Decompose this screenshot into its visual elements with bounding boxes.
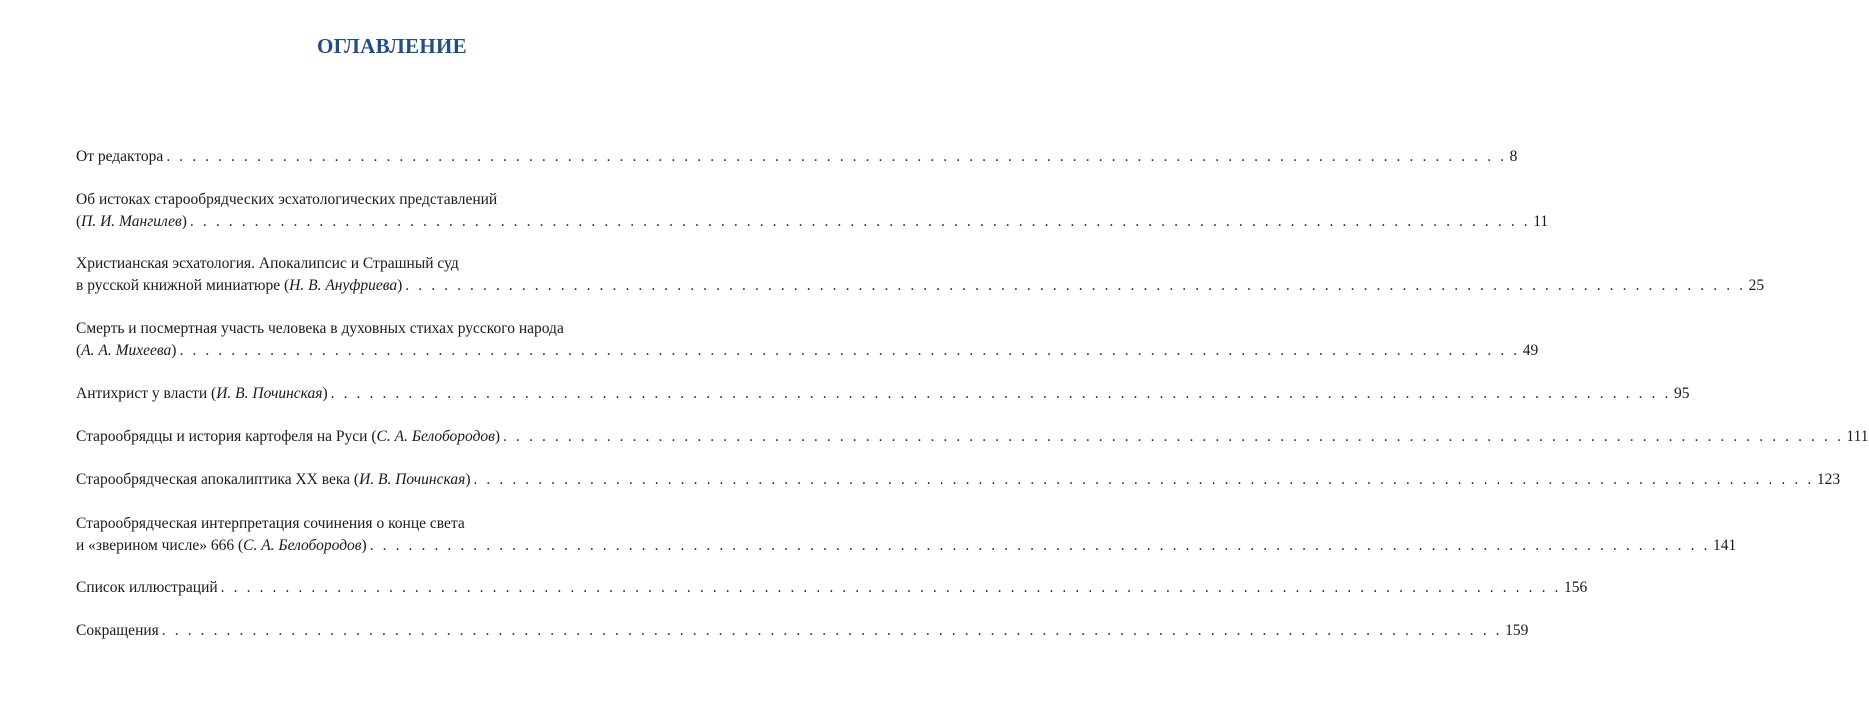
page-number: 25 — [1748, 277, 1765, 294]
toc-entry-author: А. А. Михеева — [81, 342, 172, 359]
dot-leader: . . . . . . . . . . . . . . . . . . . . . . . . . . . . . . . . . . . . . . . . . . . . . . . . . . . . . . . . . . . . . . . . . . . . . . . . . . . . . . . . . . . . . . . . . . . . . . . . . . . . . . . . — [220, 579, 1561, 596]
dot-leader: . . . . . . . . . . . . . . . . . . . . . . . . . . . . . . . . . . . . . . . . . . . . . . . . . . . . . . . . . . . . . . . . . . . . . . . . . . . . . . . . . . . . . . . . . . . . . . . . . . . . . . . . — [369, 537, 1711, 554]
toc-entry-line: (П. И. Мангилев) . . . . . . . . . . . . . . . . . . . . . . . . . . . . . . . . . . . . . . . . . . . . . . . . . . . . . . . . . . . . . . . . . . . . . . . . . . . . . . . . . . . . . . . . . . . . . . . . . . . . . . . . 11 — [76, 213, 1549, 230]
toc-entry-author: Н. В. Ануфриева — [289, 277, 398, 294]
dot-leader: . . . . . . . . . . . . . . . . . . . . . . . . . . . . . . . . . . . . . . . . . . . . . . . . . . . . . . . . . . . . . . . . . . . . . . . . . . . . . . . . . . . . . . . . . . . . . . . . . . . . . . . . — [330, 385, 1671, 402]
page-number: 141 — [1713, 537, 1737, 554]
toc-entry-line: Старообрядцы и история картофеля на Руси (С. А. Белобородов) . . . . . . . . . . . . . . . . . . . . . . . . . . . . . . . . . . . . . . . . . . . . . . . . . . . . . . . . . . . . . . . . . . . . . . . . . . . . . . . . . . . . . . . . . . . . . . . . . . . . . . . . 111 — [76, 428, 1869, 445]
toc-entry — [76, 188, 1549, 232]
toc-entry-title: От редактора — [76, 148, 164, 165]
toc-entry-line: Старообрядческая апокалиптика XX века (И. В. Починская) . . . . . . . . . . . . . . . . . . . . . . . . . . . . . . . . . . . . . . . . . . . . . . . . . . . . . . . . . . . . . . . . . . . . . . . . . . . . . . . . . . . . . . . . . . . . . . . . . . . . . . . . 123 — [76, 471, 1841, 488]
page-number: 111 — [1846, 428, 1869, 445]
toc-entry-line: (А. А. Михеева) . . . . . . . . . . . . . . . . . . . . . . . . . . . . . . . . . . . . . . . . . . . . . . . . . . . . . . . . . . . . . . . . . . . . . . . . . . . . . . . . . . . . . . . . . . . . . . . . . . . . . . . . 49 — [76, 342, 1539, 359]
page-number: 159 — [1505, 622, 1529, 639]
toc-entry — [76, 383, 1690, 404]
toc-entry-author: С. А. Белобородов — [243, 537, 362, 554]
page-number: 11 — [1533, 213, 1549, 230]
dot-leader: . . . . . . . . . . . . . . . . . . . . . . . . . . . . . . . . . . . . . . . . . . . . . . . . . . . . . . . . . . . . . . . . . . . . . . . . . . . . . . . . . . . . . . . . . . . . . . . . . . . . . . . . — [473, 471, 1814, 488]
toc-entry — [76, 512, 1737, 556]
toc-entry-title-line: Христианская эсхатология. Апокалипсис и Страшный суд — [76, 255, 459, 272]
toc-entry-line — [76, 146, 1518, 167]
toc-entry-line — [76, 620, 1529, 641]
dot-leader: . . . . . . . . . . . . . . . . . . . . . . . . . . . . . . . . . . . . . . . . . . . . . . . . . . . . . . . . . . . . . . . . . . . . . . . . . . . . . . . . . . . . . . . . . . . . . . . . . . . . . . . . — [179, 342, 1520, 359]
toc-entry-author: И. В. Починская — [359, 471, 466, 488]
dot-leader: . . . . . . . . . . . . . . . . . . . . . . . . . . . . . . . . . . . . . . . . . . . . . . . . . . . . . . . . . . . . . . . . . . . . . . . . . . . . . . . . . . . . . . . . . . . . . . . . . . . . . . . . — [166, 148, 1507, 165]
page-number: 156 — [1564, 579, 1588, 596]
toc-entry — [76, 426, 1869, 447]
page-title: ОГЛАВЛЕНИЕ — [317, 34, 467, 58]
toc-entry — [76, 317, 1539, 361]
toc-entry-title-line: Об истоках старообрядческих эсхатологических представлений — [76, 191, 498, 208]
toc-entry-author: С. А. Белобородов — [376, 428, 495, 445]
toc-entry — [76, 252, 1765, 296]
toc-entry-author: И. В. Починская — [216, 385, 323, 402]
toc-entry-line — [76, 577, 1588, 598]
page-number: 49 — [1522, 342, 1539, 359]
toc-entry-title-line: Смерть и посмертная участь человека в духовных стихах русского народа — [76, 320, 564, 337]
toc-entry-title: Сокращения — [76, 622, 159, 639]
dot-leader: . . . . . . . . . . . . . . . . . . . . . . . . . . . . . . . . . . . . . . . . . . . . . . . . . . . . . . . . . . . . . . . . . . . . . . . . . . . . . . . . . . . . . . . . . . . . . . . . . . . . . . . . — [189, 213, 1531, 230]
toc-entry — [76, 469, 1841, 490]
page-number: 123 — [1816, 471, 1841, 488]
dot-leader: . . . . . . . . . . . . . . . . . . . . . . . . . . . . . . . . . . . . . . . . . . . . . . . . . . . . . . . . . . . . . . . . . . . . . . . . . . . . . . . . . . . . . . . . . . . . . . . . . . . . . . . . — [161, 622, 1503, 639]
toc-entry — [76, 620, 1529, 641]
dot-leader: . . . . . . . . . . . . . . . . . . . . . . . . . . . . . . . . . . . . . . . . . . . . . . . . . . . . . . . . . . . . . . . . . . . . . . . . . . . . . . . . . . . . . . . . . . . . . . . . . . . . . . . . — [503, 428, 1844, 445]
toc-entry-line: в русской книжной миниатюре (Н. В. Ануфриева) . . . . . . . . . . . . . . . . . . . . . . . . . . . . . . . . . . . . . . . . . . . . . . . . . . . . . . . . . . . . . . . . . . . . . . . . . . . . . . . . . . . . . . . . . . . . . . . . . . . . . . . . 25 — [76, 277, 1765, 294]
toc-entry-author: П. И. Мангилев — [81, 213, 182, 230]
toc-entry-line: и «зверином числе» 666 (С. А. Белобородов) . . . . . . . . . . . . . . . . . . . . . . . . . . . . . . . . . . . . . . . . . . . . . . . . . . . . . . . . . . . . . . . . . . . . . . . . . . . . . . . . . . . . . . . . . . . . . . . . . . . . . . . . 141 — [76, 537, 1737, 554]
dot-leader: . . . . . . . . . . . . . . . . . . . . . . . . . . . . . . . . . . . . . . . . . . . . . . . . . . . . . . . . . . . . . . . . . . . . . . . . . . . . . . . . . . . . . . . . . . . . . . . . . . . . . . . . — [405, 277, 1746, 294]
page-number: 8 — [1509, 148, 1518, 165]
toc-entry-line: Антихрист у власти (И. В. Починская) . . . . . . . . . . . . . . . . . . . . . . . . . . . . . . . . . . . . . . . . . . . . . . . . . . . . . . . . . . . . . . . . . . . . . . . . . . . . . . . . . . . . . . . . . . . . . . . . . . . . . . . . 95 — [76, 385, 1690, 402]
toc-entry — [76, 146, 1518, 167]
toc-entry-title-line: Старообрядческая интерпретация сочинения о конце света — [76, 515, 465, 532]
toc-entry-title: Список иллюстраций — [76, 579, 218, 596]
toc-entry — [76, 577, 1588, 598]
page-number: 95 — [1673, 385, 1690, 402]
